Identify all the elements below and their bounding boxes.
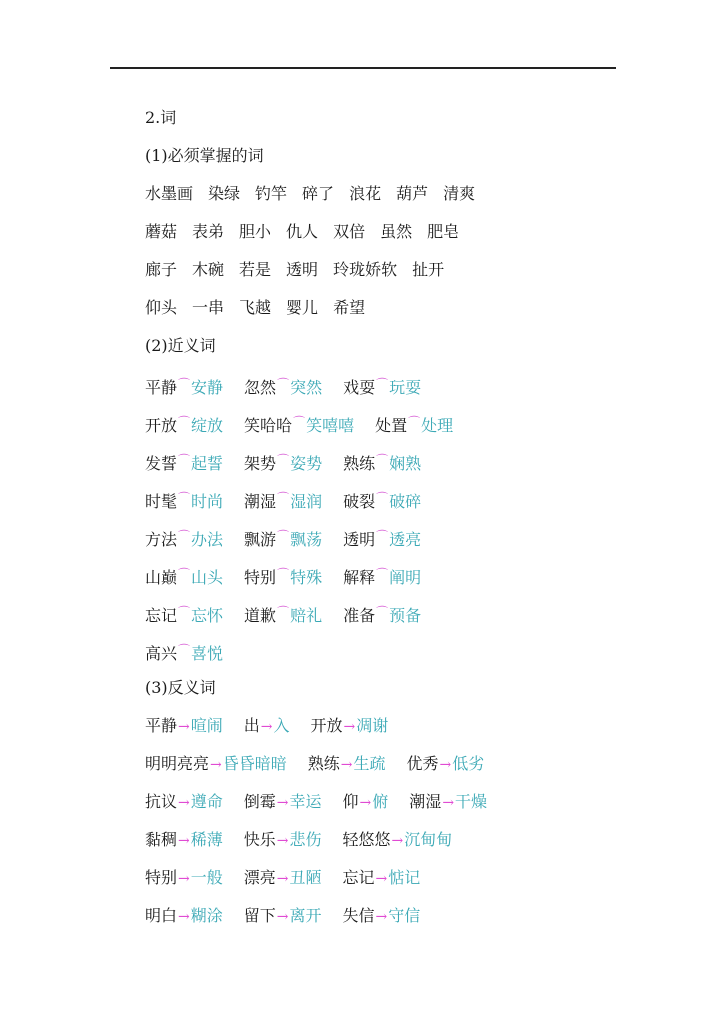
pair-word: 架势 bbox=[244, 454, 277, 473]
vocab-word: 胆小 bbox=[239, 222, 272, 241]
vocab-word: 虽然 bbox=[380, 222, 413, 241]
synonym-mark: ⌒ bbox=[376, 377, 389, 391]
antonym-pair bbox=[244, 902, 322, 931]
pair-answer: 入 bbox=[273, 716, 290, 735]
pair-answer: 忘怀 bbox=[191, 606, 224, 625]
pair-answer: 安静 bbox=[191, 378, 224, 397]
pair-answer: 喧闹 bbox=[190, 716, 223, 735]
pair-word: 轻悠悠 bbox=[342, 830, 391, 849]
pair-answer: 赔礼 bbox=[290, 606, 323, 625]
synonym-pair bbox=[244, 522, 322, 554]
vocab-word: 仇人 bbox=[286, 222, 319, 241]
synonyms-row bbox=[145, 484, 625, 522]
synonym-mark: ⌒ bbox=[178, 453, 191, 467]
antonym-pair bbox=[409, 788, 487, 817]
synonym-pair bbox=[145, 522, 223, 554]
word-row bbox=[145, 218, 625, 256]
pair-answer: 娴熟 bbox=[389, 454, 422, 473]
antonyms-row bbox=[145, 864, 625, 902]
synonyms-list bbox=[145, 370, 625, 674]
pair-word: 仰 bbox=[342, 792, 359, 811]
pair-word: 潮湿 bbox=[244, 492, 277, 511]
antonym-pair bbox=[343, 826, 453, 855]
arrow-icon: → bbox=[276, 871, 289, 887]
antonym-pair bbox=[308, 750, 386, 779]
arrow-icon: → bbox=[340, 757, 353, 773]
pair-word: 失信 bbox=[342, 906, 375, 925]
antonyms-row bbox=[145, 788, 625, 826]
vocab-word: 希望 bbox=[333, 298, 366, 317]
section-title: 2.词 bbox=[145, 108, 177, 127]
pair-word: 戏耍 bbox=[343, 378, 376, 397]
must-master-list bbox=[145, 180, 625, 332]
must-master-heading: (1)必须掌握的词 bbox=[145, 146, 264, 165]
arrow-icon: → bbox=[260, 719, 273, 735]
synonym-mark: ⌒ bbox=[277, 605, 290, 619]
pair-answer: 破碎 bbox=[389, 492, 422, 511]
pair-word: 笑哈哈 bbox=[244, 416, 293, 435]
pair-word: 忘记 bbox=[145, 606, 178, 625]
pair-word: 忘记 bbox=[342, 868, 375, 887]
pair-word: 飘游 bbox=[244, 530, 277, 549]
pair-answer: 喜悦 bbox=[191, 644, 224, 663]
vocab-word: 玲珑娇软 bbox=[333, 260, 398, 279]
pair-word: 透明 bbox=[343, 530, 376, 549]
antonym-pair bbox=[244, 712, 290, 741]
vocabulary-section bbox=[145, 104, 625, 940]
synonym-pair bbox=[145, 408, 223, 440]
pair-word: 漂亮 bbox=[243, 868, 276, 887]
header-rule bbox=[110, 67, 616, 69]
synonyms-row bbox=[145, 636, 625, 674]
synonym-pair bbox=[244, 370, 322, 402]
pair-word: 留下 bbox=[243, 906, 276, 925]
synonym-pair bbox=[343, 370, 421, 402]
synonym-mark: ⌒ bbox=[178, 567, 191, 581]
synonym-pair bbox=[145, 370, 223, 402]
pair-word: 时髦 bbox=[145, 492, 178, 511]
pair-word: 高兴 bbox=[145, 644, 178, 663]
pair-word: 方法 bbox=[145, 530, 178, 549]
vocab-word: 清爽 bbox=[443, 184, 476, 203]
synonym-mark: ⌒ bbox=[277, 377, 290, 391]
synonyms-heading: (2)近义词 bbox=[145, 336, 216, 355]
synonym-pair bbox=[375, 408, 453, 440]
pair-word: 平静 bbox=[145, 378, 178, 397]
synonyms-row bbox=[145, 598, 625, 636]
word-row bbox=[145, 180, 625, 218]
arrow-icon: → bbox=[276, 833, 289, 849]
word-row bbox=[145, 256, 625, 294]
pair-answer: 一般 bbox=[190, 868, 223, 887]
pair-answer: 惦记 bbox=[388, 868, 421, 887]
antonym-pair bbox=[343, 902, 421, 931]
pair-answer: 玩耍 bbox=[389, 378, 422, 397]
pair-answer: 突然 bbox=[290, 378, 323, 397]
vocab-word: 浪花 bbox=[349, 184, 382, 203]
antonym-pair bbox=[145, 788, 223, 817]
pair-answer: 办法 bbox=[191, 530, 224, 549]
pair-answer: 绽放 bbox=[191, 416, 224, 435]
vocab-word: 染绿 bbox=[208, 184, 241, 203]
synonym-pair bbox=[343, 484, 421, 516]
arrow-icon: → bbox=[375, 909, 388, 925]
pair-answer: 阐明 bbox=[389, 568, 422, 587]
pair-word: 开放 bbox=[145, 416, 178, 435]
pair-answer: 山头 bbox=[191, 568, 224, 587]
synonyms-row bbox=[145, 408, 625, 446]
pair-word: 准备 bbox=[343, 606, 376, 625]
vocab-word: 碎了 bbox=[302, 184, 335, 203]
pair-answer: 丑陋 bbox=[289, 868, 322, 887]
synonym-pair bbox=[145, 484, 223, 516]
pair-word: 潮湿 bbox=[409, 792, 442, 811]
pair-answer: 处理 bbox=[421, 416, 454, 435]
vocab-word: 扯开 bbox=[412, 260, 445, 279]
pair-word: 发誓 bbox=[145, 454, 178, 473]
pair-answer: 飘荡 bbox=[290, 530, 323, 549]
arrow-icon: → bbox=[178, 871, 190, 887]
synonym-mark: ⌒ bbox=[277, 529, 290, 543]
synonym-mark: ⌒ bbox=[277, 567, 290, 581]
synonyms-row bbox=[145, 560, 625, 598]
pair-answer: 低劣 bbox=[452, 754, 485, 773]
synonyms-row bbox=[145, 446, 625, 484]
arrow-icon: → bbox=[343, 719, 356, 735]
synonym-pair bbox=[145, 560, 223, 592]
arrow-icon: → bbox=[178, 909, 190, 925]
pair-word: 忽然 bbox=[244, 378, 277, 397]
antonyms-heading: (3)反义词 bbox=[145, 678, 216, 697]
synonym-pair bbox=[343, 560, 421, 592]
pair-answer: 稀薄 bbox=[190, 830, 223, 849]
arrow-icon: → bbox=[276, 795, 289, 811]
pair-word: 明明亮亮 bbox=[145, 754, 210, 773]
arrow-icon: → bbox=[391, 833, 404, 849]
pair-answer: 生疏 bbox=[353, 754, 386, 773]
synonym-mark: ⌒ bbox=[178, 605, 191, 619]
synonym-mark: ⌒ bbox=[178, 415, 191, 429]
synonym-mark: ⌒ bbox=[178, 491, 191, 505]
vocab-word: 水墨画 bbox=[145, 184, 194, 203]
vocab-word: 一串 bbox=[192, 298, 225, 317]
antonym-pair bbox=[244, 826, 322, 855]
pair-word: 倒霉 bbox=[243, 792, 276, 811]
antonym-pair bbox=[311, 712, 389, 741]
arrow-icon: → bbox=[276, 909, 289, 925]
vocab-word: 婴儿 bbox=[286, 298, 319, 317]
vocab-word: 葫芦 bbox=[396, 184, 429, 203]
vocab-word: 肥皂 bbox=[427, 222, 460, 241]
synonym-pair bbox=[145, 598, 223, 630]
pair-word: 解释 bbox=[343, 568, 376, 587]
arrow-icon: → bbox=[439, 757, 452, 773]
vocab-word: 双倍 bbox=[333, 222, 366, 241]
antonym-pair bbox=[145, 712, 223, 741]
pair-answer: 悲伤 bbox=[289, 830, 322, 849]
antonyms-row bbox=[145, 902, 625, 940]
synonym-mark: ⌒ bbox=[178, 377, 191, 391]
antonym-pair bbox=[244, 788, 322, 817]
vocab-word: 仰头 bbox=[145, 298, 178, 317]
antonyms-row bbox=[145, 712, 625, 750]
antonym-pair bbox=[244, 864, 322, 893]
pair-word: 处置 bbox=[375, 416, 408, 435]
pair-word: 特别 bbox=[244, 568, 277, 587]
synonym-pair bbox=[244, 560, 322, 592]
antonym-pair bbox=[145, 902, 223, 931]
arrow-icon: → bbox=[375, 871, 388, 887]
synonym-mark: ⌒ bbox=[178, 643, 191, 657]
synonym-mark: ⌒ bbox=[376, 529, 389, 543]
synonym-mark: ⌒ bbox=[277, 491, 290, 505]
pair-answer: 时尚 bbox=[191, 492, 224, 511]
antonym-pair bbox=[145, 864, 223, 893]
synonym-mark: ⌒ bbox=[376, 491, 389, 505]
pair-word: 快乐 bbox=[243, 830, 276, 849]
vocab-word: 廊子 bbox=[145, 260, 178, 279]
pair-answer: 透亮 bbox=[389, 530, 422, 549]
pair-word: 平静 bbox=[145, 716, 178, 735]
pair-word: 熟练 bbox=[307, 754, 340, 773]
antonym-pair bbox=[145, 750, 287, 779]
arrow-icon: → bbox=[359, 795, 372, 811]
synonym-mark: ⌒ bbox=[376, 453, 389, 467]
pair-word: 熟练 bbox=[343, 454, 376, 473]
pair-word: 明白 bbox=[145, 906, 178, 925]
vocab-word: 表弟 bbox=[192, 222, 225, 241]
pair-answer: 特殊 bbox=[290, 568, 323, 587]
arrow-icon: → bbox=[178, 795, 190, 811]
vocab-word: 蘑菇 bbox=[145, 222, 178, 241]
pair-answer: 凋谢 bbox=[356, 716, 389, 735]
antonym-pair bbox=[343, 864, 421, 893]
pair-answer: 离开 bbox=[289, 906, 322, 925]
pair-answer: 笑嘻嘻 bbox=[306, 416, 355, 435]
pair-answer: 幸运 bbox=[289, 792, 322, 811]
synonym-pair bbox=[343, 522, 421, 554]
synonym-mark: ⌒ bbox=[376, 567, 389, 581]
arrow-icon: → bbox=[178, 833, 190, 849]
pair-answer: 俯 bbox=[372, 792, 389, 811]
synonym-mark: ⌒ bbox=[277, 453, 290, 467]
synonym-mark: ⌒ bbox=[376, 605, 389, 619]
pair-word: 破裂 bbox=[343, 492, 376, 511]
synonyms-row bbox=[145, 522, 625, 560]
synonym-pair bbox=[244, 408, 354, 440]
arrow-icon: → bbox=[210, 757, 222, 773]
arrow-icon: → bbox=[178, 719, 190, 735]
pair-answer: 干燥 bbox=[455, 792, 488, 811]
synonym-pair bbox=[145, 446, 223, 478]
pair-word: 开放 bbox=[310, 716, 343, 735]
antonyms-row bbox=[145, 750, 625, 788]
pair-answer: 起誓 bbox=[191, 454, 224, 473]
vocab-word: 若是 bbox=[239, 260, 272, 279]
pair-answer: 糊涂 bbox=[190, 906, 223, 925]
synonym-pair bbox=[145, 636, 223, 668]
antonym-pair bbox=[343, 788, 389, 817]
pair-word: 黏稠 bbox=[145, 830, 178, 849]
pair-word: 抗议 bbox=[145, 792, 178, 811]
pair-answer: 沉甸甸 bbox=[404, 830, 453, 849]
pair-word: 山巅 bbox=[145, 568, 178, 587]
vocab-word: 飞越 bbox=[239, 298, 272, 317]
synonym-pair bbox=[343, 446, 421, 478]
pair-word: 优秀 bbox=[406, 754, 439, 773]
pair-word: 特别 bbox=[145, 868, 178, 887]
pair-word: 出 bbox=[243, 716, 260, 735]
synonym-pair bbox=[244, 484, 322, 516]
antonym-pair bbox=[145, 826, 223, 855]
vocab-word: 透明 bbox=[286, 260, 319, 279]
synonym-mark: ⌒ bbox=[178, 529, 191, 543]
antonyms-list bbox=[145, 712, 625, 940]
pair-answer: 姿势 bbox=[290, 454, 323, 473]
synonym-pair bbox=[343, 598, 421, 630]
pair-answer: 遵命 bbox=[190, 792, 223, 811]
pair-answer: 昏昏暗暗 bbox=[222, 754, 287, 773]
synonym-mark: ⌒ bbox=[293, 415, 306, 429]
synonyms-row bbox=[145, 370, 625, 408]
word-row bbox=[145, 294, 625, 332]
pair-answer: 守信 bbox=[388, 906, 421, 925]
pair-answer: 湿润 bbox=[290, 492, 323, 511]
synonym-pair bbox=[244, 446, 322, 478]
arrow-icon: → bbox=[442, 795, 455, 811]
pair-word: 道歉 bbox=[244, 606, 277, 625]
antonym-pair bbox=[407, 750, 485, 779]
synonym-mark: ⌒ bbox=[408, 415, 421, 429]
vocab-word: 钓竿 bbox=[255, 184, 288, 203]
antonyms-row bbox=[145, 826, 625, 864]
vocab-word: 木碗 bbox=[192, 260, 225, 279]
pair-answer: 预备 bbox=[389, 606, 422, 625]
synonym-pair bbox=[244, 598, 322, 630]
